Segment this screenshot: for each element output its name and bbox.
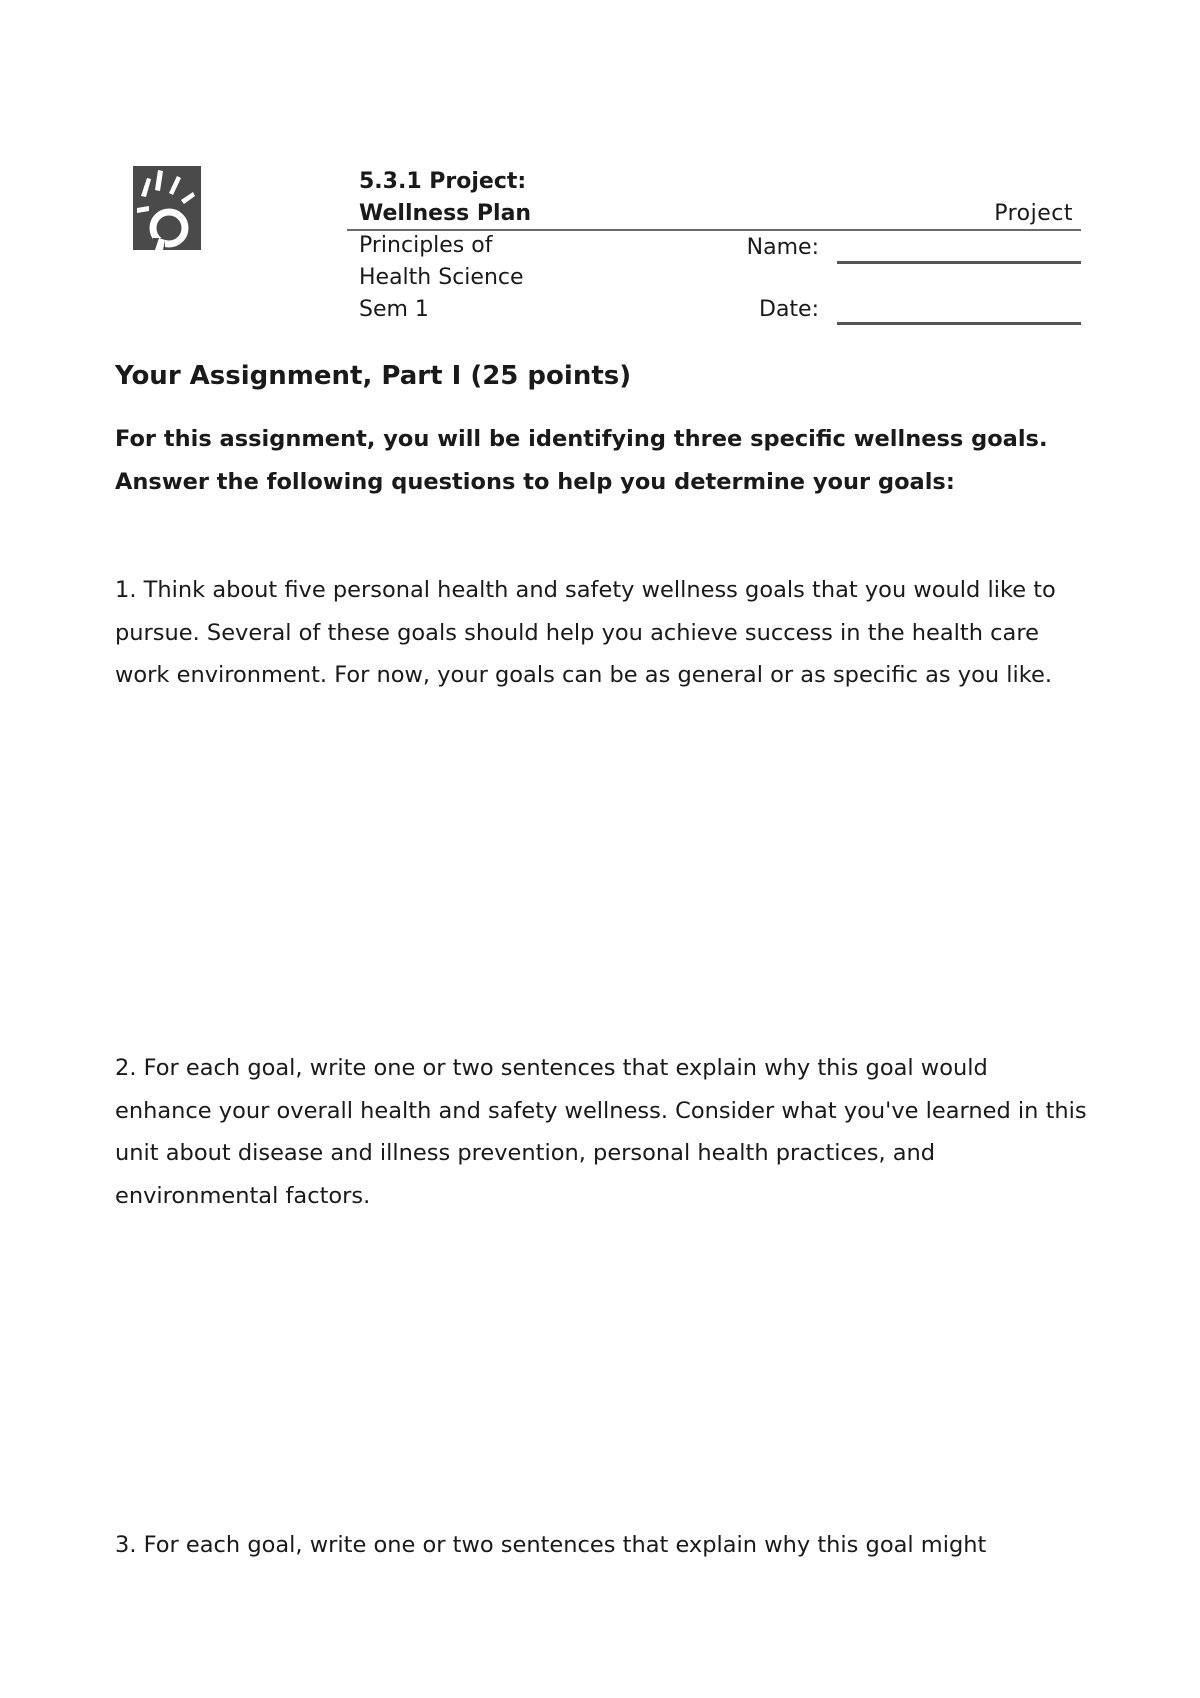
sun-head-logo-icon [133,166,201,250]
course-name-line1: Principles of [359,233,493,258]
section-intro: For this assignment, you will be identifying three specific wellness goals. Answer the following questions to help you determine your goals: [115,426,1048,495]
section-heading: Your Assignment, Part I (25 points) [115,361,632,391]
name-field[interactable] [837,261,1081,264]
document-type-label: Project [994,201,1073,226]
assignment-number: 5.3.1 Project: [359,169,527,194]
name-label: Name: [746,235,819,260]
date-label: Date: [759,297,819,322]
document-header [347,166,1081,326]
course-name-line2: Health Science [359,265,524,290]
course-semester: Sem 1 [359,297,429,322]
date-field[interactable] [837,322,1081,325]
question-1: 1. Think about five personal health and safety wellness goals that you would like to pursue. Several of these goals should help you achieve success in the health care work environment. For now, your goals can be as general or as specific as you like. [115,577,1056,688]
question-3: 3. For each goal, write one or two sentences that explain why this goal might [115,1532,987,1558]
assignment-title: Wellness Plan [359,201,532,226]
question-2: 2. For each goal, write one or two sentences that explain why this goal would enhance your overall health and safety wellness. Consider what you've learned in this unit about disease and illness prevention, personal health practices, and environmental factors. [115,1055,1087,1209]
